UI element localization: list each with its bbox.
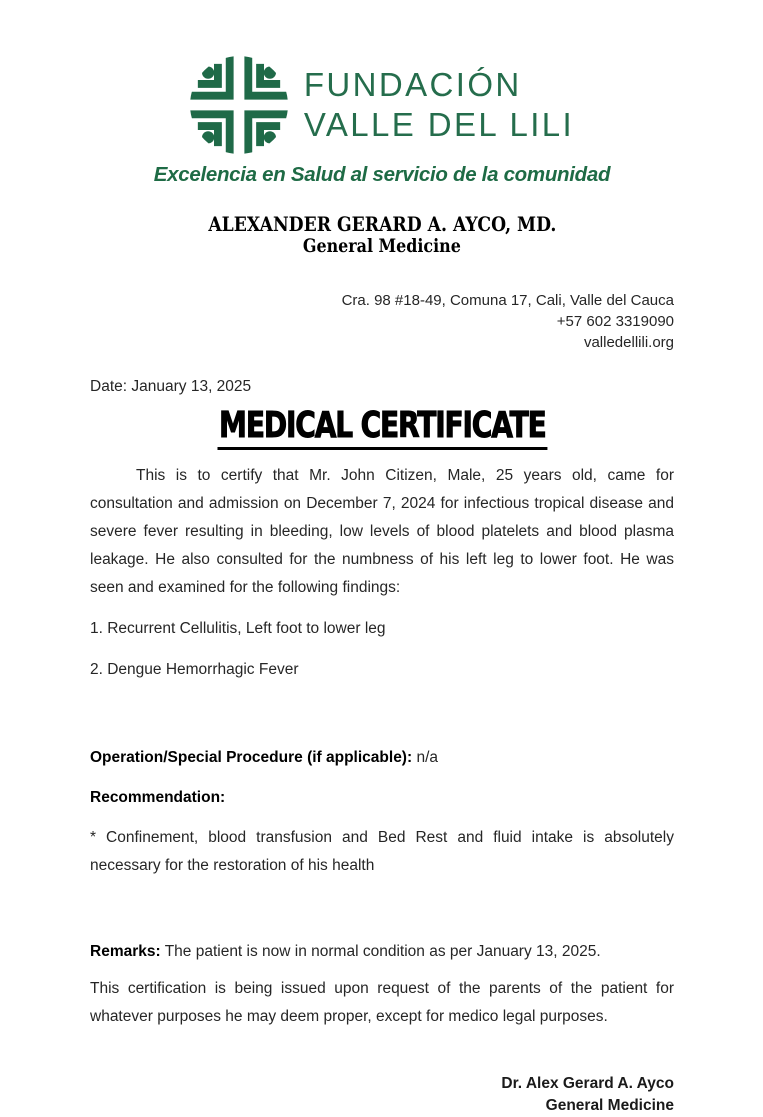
practitioner-name: ALEXANDER GERARD A. AYCO, MD. [207, 212, 557, 236]
remarks-label: Remarks: [90, 943, 161, 960]
brand-row [90, 56, 674, 154]
contact-block [90, 290, 674, 353]
operation-label: Operation/Special Procedure (if applicable): [90, 749, 413, 766]
recommendation-text: * Confinement, blood transfusion and Bed Rest and fluid intake is absolutely necessary for the restoration of his health [90, 829, 674, 874]
recommendation-label-line [90, 784, 674, 812]
date-line [90, 378, 674, 396]
contact-website: valledellili.org [583, 334, 674, 351]
signature-title: General Medicine [545, 1097, 674, 1114]
signature-name: Dr. Alex Gerard A. Ayco [501, 1075, 674, 1092]
valle-del-lili-logo-icon [190, 56, 288, 154]
date-label: Date: [90, 378, 128, 395]
finding-item-2: 2. Dengue Hemorrhagic Fever [90, 661, 299, 678]
brand-line-2: VALLE DEL LILI [303, 106, 575, 143]
contact-phone: +57 602 3319090 [556, 313, 674, 330]
recommendation-label: Recommendation: [90, 789, 226, 806]
operation-value: n/a [416, 749, 439, 766]
brand-name [304, 65, 574, 145]
practitioner-block [90, 212, 674, 258]
date-value: January 13, 2025 [131, 378, 252, 395]
contact-address: Cra. 98 #18-49, Comuna 17, Cali, Valle del Cauca [341, 292, 674, 309]
brand-tagline: Excelencia en Salud al servicio de la comunidad [153, 163, 611, 186]
document-title: MEDICAL CERTIFICATE [217, 406, 547, 450]
finding-item-1: 1. Recurrent Cellulitis, Left foot to lower leg [90, 620, 386, 637]
brand-line-1: FUNDACIÓN [303, 66, 522, 103]
practitioner-specialty: General Medicine [303, 236, 461, 257]
closing-paragraph: This certification is being issued upon request of the parents of the patient for whatever purposes he may deem proper, except for medico legal purposes. [90, 980, 674, 1025]
remarks-line [90, 938, 674, 966]
letterhead [90, 56, 674, 187]
certification-intro: This is to certify that Mr. John Citizen, Male, 25 years old, came for consultation and admission on December 7, 2024 for infectious tropical disease and severe fever resulting in bleeding, low levels of blood platelets and blood plasma leakage. He also consulted for the numbness of his left leg to lower foot. He was seen and examined for the following findings: [90, 467, 674, 596]
title-wrap [90, 406, 674, 450]
remarks-text: The patient is now in normal condition as per January 13, 2025. [164, 943, 601, 960]
operation-line [90, 744, 674, 772]
